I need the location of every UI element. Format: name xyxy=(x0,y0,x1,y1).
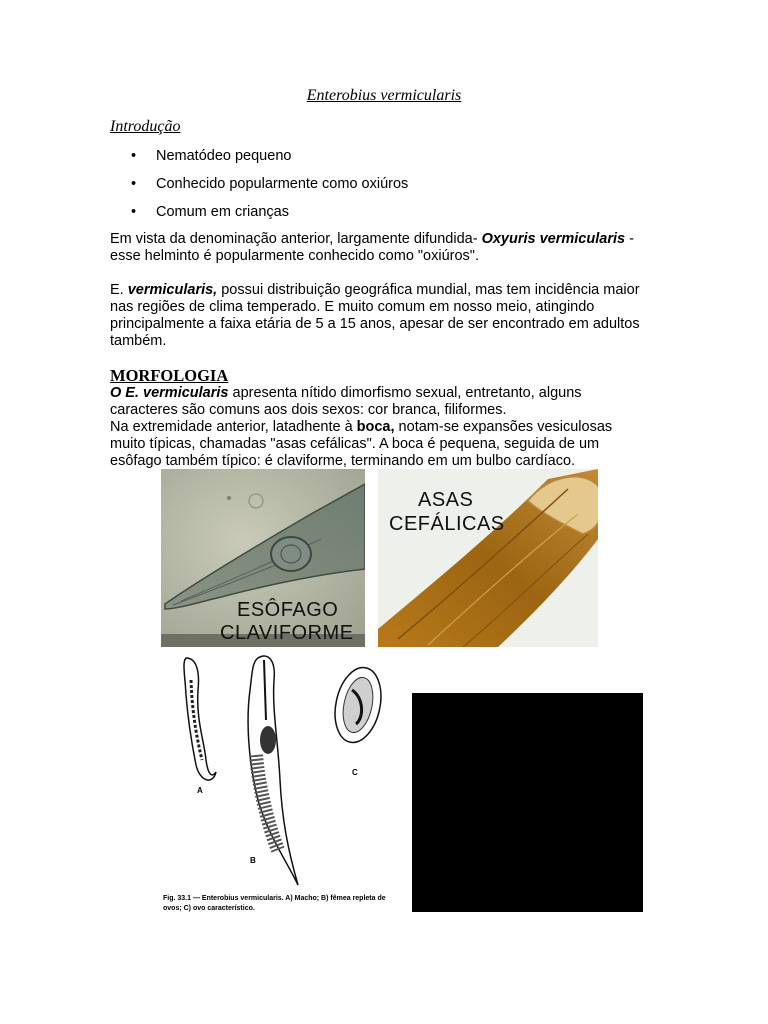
paragraph-distribution: E. vermicularis, possui distribuição geográfica mundial, mas tem incidência maior nas regiões de clima temperado. E muito comum em nosso meio, atingindo principalmente a faixa etária de 5 a 15 anos, apesar de ser encontrado em adultos também. xyxy=(110,282,640,349)
label-claviforme: CLAVIFORME xyxy=(220,622,354,644)
intro-heading: Introdução xyxy=(110,118,181,135)
black-image-placeholder xyxy=(412,693,643,912)
document-title: Enterobius vermicularis xyxy=(306,87,462,104)
intro-bullet-list xyxy=(131,146,408,230)
paragraph-morfologia: O E. vermicularis apresenta nítido dimorfismo sexual, entretanto, alguns caracteres são comuns aos dois sexos: cor branca, filiformes. Na extremidade anterior, latadhente à boca, notam-se expansões vesiculosas muito típicas, chamadas "asas cefálicas". A boca é pequena, seguida de um esôfago também típico: é claviforme, terminando em um bulbo cardíaco. xyxy=(110,385,613,469)
micrograph-esophagus xyxy=(161,469,365,647)
worm-drawing xyxy=(158,650,403,922)
label-asas: ASAS xyxy=(418,489,474,511)
figure-caption: Fig. 33.1 — Enterobius vermicularis. A) Macho; B) fêmea repleta de ovos; C) ovo característico. xyxy=(163,895,386,912)
list-item: • Nematódeo pequeno xyxy=(131,148,292,164)
list-item: • Comum em crianças xyxy=(131,204,289,220)
figure-worm-drawings xyxy=(158,650,403,922)
morfologia-heading: MORFOLOGIA xyxy=(110,366,229,385)
label-esofago: ESÔFAGO xyxy=(237,599,339,621)
micrograph-cephalic-wings xyxy=(378,469,598,647)
figure-label-c: C xyxy=(352,768,358,777)
micrograph-cephalic-wings-image xyxy=(378,469,598,647)
figure-label-b: B xyxy=(250,856,256,865)
paragraph-denomination: Em vista da denominação anterior, largamente difundida- Oxyuris vermicularis - esse helminto é popularmente conhecido como "oxiúros". xyxy=(110,231,634,264)
figure-label-a: A xyxy=(197,786,203,795)
label-cefalicas: CEFÁLICAS xyxy=(389,513,505,535)
list-item: • Conhecido popularmente como oxiúros xyxy=(131,176,409,192)
